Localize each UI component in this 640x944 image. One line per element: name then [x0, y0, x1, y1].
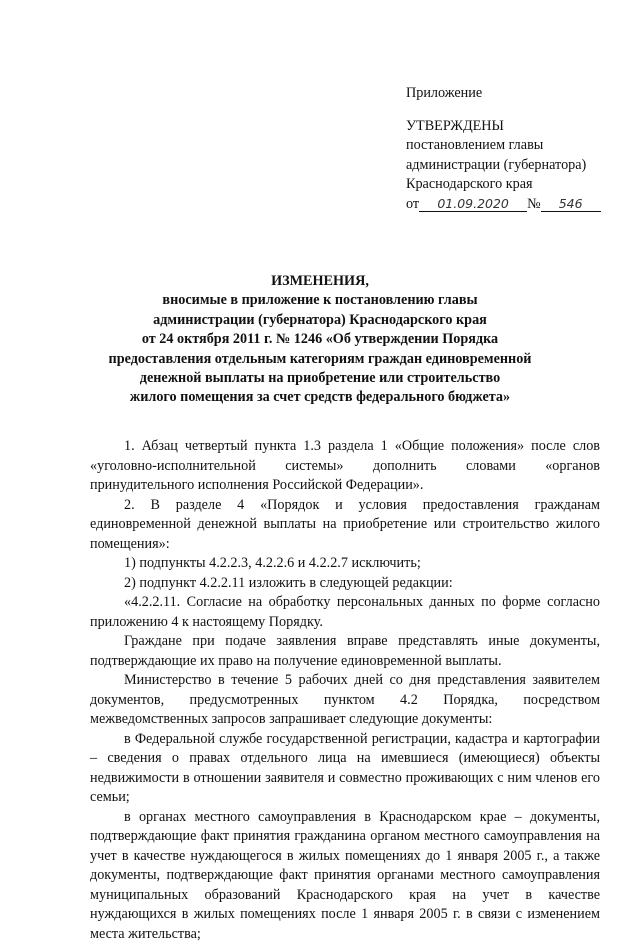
list-item: 2) подпункт 4.2.2.11 изложить в следующей редакции:	[90, 574, 600, 594]
title-line: предоставления отдельным категориям граждан единовременной	[60, 350, 580, 369]
list-item: 1) подпункты 4.2.2.3, 4.2.2.6 и 4.2.2.7 исключить;	[90, 554, 600, 574]
from-label: от	[406, 196, 419, 212]
paragraph: Граждане при подаче заявления вправе представлять иные документы, подтверждающие их право на получение единовременной выплаты.	[90, 632, 600, 671]
approval-date-line	[406, 195, 626, 215]
approved-line-1: постановлением главы	[406, 136, 626, 156]
document-body	[90, 437, 600, 944]
approved-line-2: администрации (губернатора)	[406, 156, 626, 176]
approved-line-3: Краснодарского края	[406, 175, 626, 195]
paragraph: «4.2.2.11. Согласие на обработку персональных данных по форме согласно приложению 4 к настоящему Порядку.	[90, 593, 600, 632]
paragraph: в органах местного самоуправления в Краснодарском крае – документы, подтверждающие факт принятия гражданина органом местного самоуправления на учет в качестве нуждающегося в жилых помещениях до 1 января 2005 г., а также документы, подтверждающие факт принятия органами местного самоуправления муниципальных образований Краснодарского края на учет в качестве нуждающихся в жилых помещениях после 1 января 2005 г. в связи с изменением места жительства;	[90, 808, 600, 944]
title-line: администрации (губернатора) Краснодарского края	[60, 311, 580, 330]
title-line: денежной выплаты на приобретение или строительство	[60, 369, 580, 388]
paragraph: 1. Абзац четвертый пункта 1.3 раздела 1 «Общие положения» после слов «уголовно-исполнительной системы» дополнить словами «органов принудительного исполнения Российской Федерации».	[90, 437, 600, 496]
paragraph: Министерство в течение 5 рабочих дней со дня представления заявителем документов, предусмотренных пунктом 4.2 Порядка, посредством межведомственных запросов запрашивает следующие документы:	[90, 671, 600, 730]
paragraph: в Федеральной службе государственной регистрации, кадастра и картографии – сведения о правах отдельного лица на имевшиеся (имеющиеся) объекты недвижимости в отношении заявителя и совместно проживающих с ним членов его семьи;	[90, 730, 600, 808]
approval-number: 546	[541, 196, 601, 212]
number-sign: №	[527, 196, 541, 212]
approval-date: 01.09.2020	[419, 196, 527, 212]
appendix-label: Приложение	[406, 84, 626, 104]
approved-label: УТВЕРЖДЕНЫ	[406, 117, 626, 137]
document-title	[60, 272, 580, 408]
title-line: от 24 октября 2011 г. № 1246 «Об утверждении Порядка	[60, 330, 580, 349]
title-line: вносимые в приложение к постановлению главы	[60, 291, 580, 310]
title-line: жилого помещения за счет средств федерального бюджета»	[60, 388, 580, 407]
title-heading: ИЗМЕНЕНИЯ,	[60, 272, 580, 291]
paragraph: 2. В разделе 4 «Порядок и условия предоставления гражданам единовременной денежной выплаты на приобретение или строительство жилого помещения»:	[90, 496, 600, 555]
approval-block	[406, 84, 626, 214]
